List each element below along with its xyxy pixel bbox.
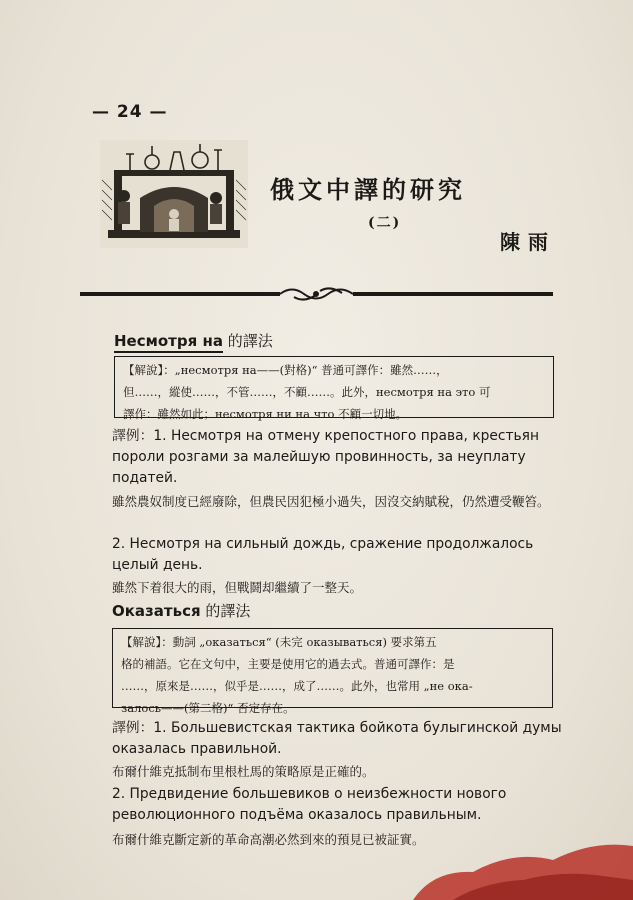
heading-chinese: 的譯法 [227,332,273,350]
red-stain [393,810,633,900]
author-name: 陳雨 [500,230,556,254]
example-chinese: 雖然下着很大的雨，但戰鬪却繼續了一整天。 [112,580,363,595]
example-chinese: 雖然農奴制度已經廢除，但農民因犯極小過失，因沒交納賦稅，仍然遭受鞭笞。 [112,494,550,509]
example-chinese: 布爾什維克斷定新的革命高潮必然到來的預見已被証實。 [112,832,425,847]
example-russian: 2. Предвидение большевиков о неизбежности нового революционного подъёма оказалось правильным. [112,786,507,823]
heading-russian-term: Несмотря на [114,332,223,353]
example-russian: 譯例：1. Большевистская тактика бойкота булыгинской думы оказалась правильной. [112,720,562,757]
explanation-line: 【解說】：„несмотря на——(對格)“ 普通可譯作：雖然……， [123,363,448,377]
explanation-line: 但……，縱使……，不管……，不顧……。此外，несмотря на это 可 [123,385,491,399]
explanation-line: 格的補語。它在文句中，主要是使用它的過去式。普通可譯作：是 [121,657,455,671]
example-russian: 2. Несмотря на сильный дождь, сражение продолжалось целый день. [112,536,534,573]
explanation-line: ……，原來是……，似乎是……，成了……。此外，也常用 „не ока- [121,679,473,693]
laboratory-illustration [100,140,248,248]
explanation-line: 譯作：雖然如此；несмотря ни на что 不顧一切地。 [123,407,408,421]
explanation-line: залось——(第二格)“ 否定存在。 [121,701,295,715]
explanation-line: 【解說】：動詞 „оказаться“ (未完 оказываться) 要求第五 [121,635,437,649]
section-heading-okazatsya [112,600,250,621]
section-heading-nesmotrya [114,330,273,351]
heading-russian-term: Оказаться [112,602,201,620]
explanation-box [112,628,553,715]
page-number: — 24 — [92,102,168,122]
ornamental-divider [80,283,553,305]
example-chinese: 布爾什維克抵制布里根杜馬的策略原是正確的。 [112,764,375,779]
example-russian: 譯例：1. Несмотря на отмену крепостного права, крестьян пороли розгами за малейшую провинность, за неуплату податей. [112,428,539,486]
heading-chinese: 的譯法 [205,602,251,620]
explanation-box [114,356,554,421]
part-label: (二) [368,215,402,231]
article-title: 俄文中譯的研究 [270,175,466,204]
